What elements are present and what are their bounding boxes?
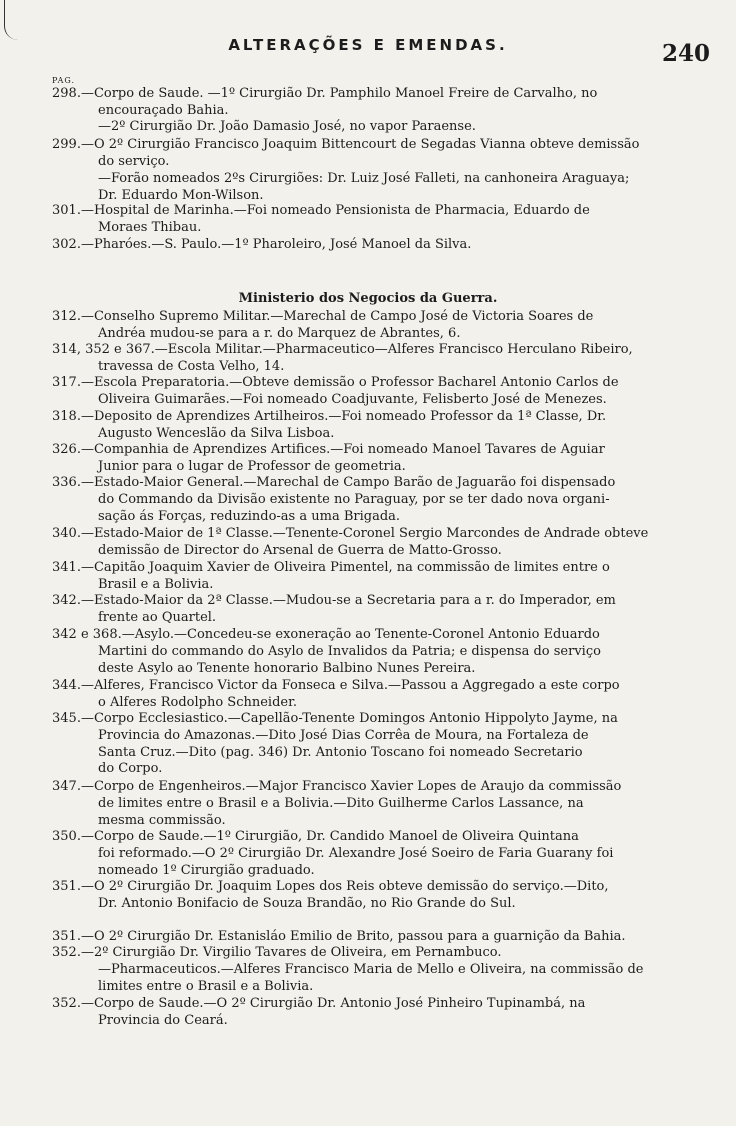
entry-line-1: 352.—2º Cirurgião Dr. Virgilio Tavares de Oliveira, em Pernambuco. <box>52 945 502 960</box>
entry-line-1: 347.—Corpo de Engenheiros.—Major Francisco Xavier Lopes de Araujo da commissão <box>52 779 622 794</box>
entry-item <box>52 237 700 254</box>
entry-item <box>52 526 700 560</box>
entry-line-3: deste Asylo ao Tenente honorario Balbino Nunes Pereira. <box>98 660 476 676</box>
entry-item <box>52 203 700 237</box>
entry-line-2: foi reformado.—O 2º Cirurgião Dr. Alexandre José Soeiro de Faria Guarany foi <box>98 845 614 861</box>
entry-line-2: do Commando da Divisão existente no Paraguay, por se ter dado nova organi- <box>98 491 610 507</box>
entry-line-2: Dr. Eduardo Mon-Wilson. <box>98 187 264 203</box>
entry-line-1: 350.—Corpo de Saude.—1º Cirurgião, Dr. Candido Manoel de Oliveira Quintana <box>52 829 579 844</box>
entry-line-2: Brasil e a Bolivia. <box>98 576 214 592</box>
entry-item <box>52 171 700 205</box>
section-heading: Ministerio dos Negocios da Guerra. <box>238 291 498 306</box>
entry-line-2: do serviço. <box>98 153 170 169</box>
entry-line-1: 312.—Conselho Supremo Militar.—Marechal de Campo José de Victoria Soares de <box>52 309 594 324</box>
entry-line-3: nomeado 1º Cirurgião graduado. <box>98 862 315 878</box>
page-header-title: ALTERAÇÕES E EMENDAS. <box>228 36 508 54</box>
entry-line-1: 351.—O 2º Cirurgião Dr. Joaquim Lopes dos Reis obteve demissão do serviço.—Dito, <box>52 879 609 894</box>
entry-item <box>52 309 700 343</box>
entry-line-1: 342 e 368.—Asylo.—Concedeu-se exoneração ao Tenente-Coronel Antonio Eduardo <box>52 627 600 642</box>
entry-item <box>52 711 700 778</box>
entry-line-1: 351.—O 2º Cirurgião Dr. Estanisláo Emilio de Brito, passou para a guarnição da Bahia. <box>52 929 626 944</box>
entry-line-1: —2º Cirurgião Dr. João Damasio José, no vapor Paraense. <box>98 119 476 134</box>
entry-line-1: —Forão nomeados 2ºs Cirurgiões: Dr. Luiz José Falleti, na canhoneira Araguaya; <box>98 171 630 186</box>
entry-item <box>52 879 700 913</box>
entry-line-1: 342.—Estado-Maior da 2ª Classe.—Mudou-se a Secretaria para a r. do Imperador, em <box>52 593 616 608</box>
pag-label: PAG. <box>52 76 76 85</box>
entry-line-2: Martini do commando do Asylo de Invalidos da Patria; e dispensa do serviço <box>98 643 601 659</box>
entry-line-2: Oliveira Guimarães.—Foi nomeado Coadjuvante, Felisberto José de Menezes. <box>98 391 607 407</box>
entry-item <box>52 560 700 594</box>
entry-line-2: Moraes Thibau. <box>98 219 202 235</box>
entry-line-1: 340.—Estado-Maior de 1ª Classe.—Tenente-Coronel Sergio Marcondes de Andrade obteve <box>52 526 649 541</box>
entry-item <box>52 627 700 677</box>
entry-item <box>52 962 700 996</box>
entry-item <box>52 678 700 712</box>
entry-line-3: Santa Cruz.—Dito (pag. 346) Dr. Antonio Toscano foi nomeado Secretario <box>98 744 583 760</box>
entry-line-2: Provincia do Ceará. <box>98 1012 228 1028</box>
entry-item <box>52 137 700 171</box>
entry-item <box>52 86 700 120</box>
entry-line-1: 345.—Corpo Ecclesiastico.—Capellão-Tenente Domingos Antonio Hippolyto Jayme, na <box>52 711 618 726</box>
entry-line-1: 298.—Corpo de Saude. —1º Cirurgião Dr. Pamphilo Manoel Freire de Carvalho, no <box>52 86 598 101</box>
entry-line-1: 314, 352 e 367.—Escola Militar.—Pharmaceutico—Alferes Francisco Herculano Ribeiro, <box>52 342 633 357</box>
entry-line-1: 352.—Corpo de Saude.—O 2º Cirurgião Dr. Antonio José Pinheiro Tupinambá, na <box>52 996 586 1011</box>
entry-item <box>52 442 700 476</box>
entry-line-2: de limites entre o Brasil e a Bolivia.—Dito Guilherme Carlos Lassance, na <box>98 795 584 811</box>
corner-mark <box>4 0 35 40</box>
entry-line-1: 344.—Alferes, Francisco Victor da Fonseca e Silva.—Passou a Aggregado a este corpo <box>52 678 620 693</box>
entry-line-2: Provincia do Amazonas.—Dito José Dias Corrêa de Moura, na Fortaleza de <box>98 727 589 743</box>
entry-line-1: 299.—O 2º Cirurgião Francisco Joaquim Bittencourt de Segadas Vianna obteve demissão <box>52 137 640 152</box>
entry-line-1: 326.—Companhia de Aprendizes Artifices.—Foi nomeado Manoel Tavares de Aguiar <box>52 442 605 457</box>
entry-item <box>52 593 700 627</box>
entry-line-2: Junior para o lugar de Professor de geometria. <box>98 458 406 474</box>
entry-item <box>52 829 700 879</box>
entry-line-2: Dr. Antonio Bonifacio de Souza Brandão, no Rio Grande do Sul. <box>98 895 516 911</box>
entry-line-2: frente ao Quartel. <box>98 609 217 625</box>
entry-item <box>52 342 700 376</box>
entry-item <box>52 945 700 962</box>
entry-line-3: sação ás Forças, reduzindo-as a uma Brigada. <box>98 508 401 524</box>
entry-line-2: travessa de Costa Velho, 14. <box>98 358 285 374</box>
entry-line-2: o Alferes Rodolpho Schneider. <box>98 694 298 710</box>
entry-line-2: Augusto Wenceslão da Silva Lisboa. <box>98 425 335 441</box>
page-number: 240 <box>661 40 710 67</box>
entry-line-4: do Corpo. <box>98 761 163 777</box>
entry-item <box>52 409 700 443</box>
entry-line-1: 302.—Pharóes.—S. Paulo.—1º Pharoleiro, José Manoel da Silva. <box>52 237 472 252</box>
entry-item <box>52 119 700 136</box>
entry-line-2: limites entre o Brasil e a Bolivia. <box>98 978 314 994</box>
entry-line-1: 336.—Estado-Maior General.—Marechal de Campo Barão de Jaguarão foi dispensado <box>52 475 616 490</box>
entry-item <box>52 375 700 409</box>
entry-line-1: 317.—Escola Preparatoria.—Obteve demissão o Professor Bacharel Antonio Carlos de <box>52 375 619 390</box>
entry-item <box>52 929 700 946</box>
entry-line-1: 341.—Capitão Joaquim Xavier de Oliveira Pimentel, na commissão de limites entre o <box>52 560 610 575</box>
entry-line-3: mesma commissão. <box>98 812 226 828</box>
entry-line-1: 318.—Deposito de Aprendizes Artilheiros.—Foi nomeado Professor da 1ª Classe, Dr. <box>52 409 607 424</box>
entry-item <box>52 779 700 829</box>
entry-line-2: encouraçado Bahia. <box>98 102 229 118</box>
entry-line-2: Andréa mudou-se para a r. do Marquez de Abrantes, 6. <box>98 325 461 341</box>
entry-line-1: 301.—Hospital de Marinha.—Foi nomeado Pensionista de Pharmacia, Eduardo de <box>52 203 590 218</box>
entry-item <box>52 996 700 1030</box>
entry-line-1: —Pharmaceuticos.—Alferes Francisco Maria de Mello e Oliveira, na commissão de <box>98 962 644 977</box>
entry-item <box>52 475 700 525</box>
entry-line-2: demissão de Director do Arsenal de Guerra de Matto-Grosso. <box>98 542 502 558</box>
